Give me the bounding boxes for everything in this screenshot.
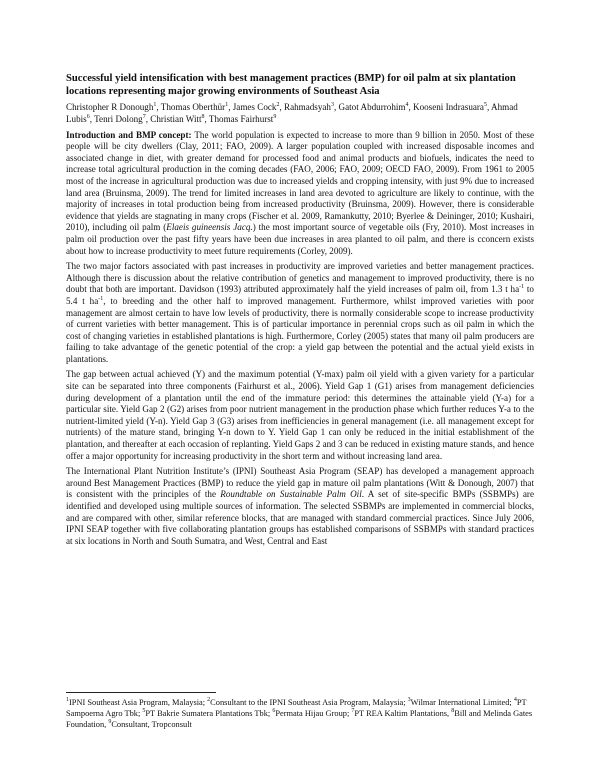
paper-body [66, 72, 534, 551]
author: Rahmadsyah$^3$ [284, 101, 334, 112]
author: Thomas Oberthür$^1$ [160, 101, 229, 112]
author: Christian Witt$^8$ [150, 113, 205, 124]
author: Tenri Dolong$^7$ [94, 113, 146, 124]
paragraph-introduction: Introduction and BMP concept: The world population is expected to increase to more than 9 billion in 2050. Most of these people will be city dwellers (Clay, 2011; FAO, 2009). A larger population coupled with increased disposable incomes and associated change in diet, with greater demand for processed food and animal products and biofuels, indicates the need to increase total agricultural production in the coming decades (FAO, 2006; FAO, 2009; OECD FAO, 2009). From 1961 to 2005 most of the increase in agricultural production was due to increased yields and cropping intensity, with just 9% due to increased land area (Bruinsma, 2009). The trend for limited increases in land area devoted to agriculture are likely to continue, with the majority of increases in total production being from increased productivity (Bruinsma, 2009). However, there is considerable evidence that yields are stagnating in many crops (Fischer et al. 2009, Ramankutty, 2010; Byerlee & Deininger, 2010; Kushairi, 2010), including oil palm (Elaeis guineensis Jacq.) the most important source of vegetable oils (Fry, 2010). Most increases in palm oil production over the past fifty years have been due increases in area planted to oil palm, and there is cconcern exists about how to increase productivity to meet future requirements (Corley, 2009). [66, 129, 535, 256]
footnotes: $^1$IPNI Southeast Asia Program, Malaysia; $^2$Consultant to the IPNI Southeast Asia Program, Malaysia; $^3$Wilmar International Limited; $^4$PT Sampoerna Agro Tbk; $^5$PT Bakrie Sumatera Plantations Tbk; $^6$Permata Hijau Group; $^7$PT REA Kaltim Plantations, $^8$Bill and Melinda Gates Foundation, $^9$Consultant, Tropconsult [66, 697, 533, 729]
rspo-name: Roundtable on Sustainable Palm Oil [220, 489, 362, 500]
section-heading: Introduction and BMP concept: [66, 129, 192, 140]
author: Kooseni Indrasuara$^5$ [413, 101, 487, 112]
paragraph-yield-gap: The gap between actual achieved (Y) and the maximum potential (Y-max) palm oil yield with a given variety for a particular site can be separated into three components (Fairhurst et al., 2006). Yield Gap 1 (G1) arises from management deficiencies during development of a plantation until the end of the immature period: this determines the attainable yield (Y-a) for a particular site. Yield Gap 2 (G2) arises from poor nutrient management in the production phase which further reduces Y-a to the nutrient-limited yield (Y-n). Yield Gap 3 (G3) arises from inefficiencies in general management (i.e. all management except for nutrients) of the mature stand, bringing Y-n down to Y. Yield Gap 1 can only be reduced in the initial establishment of the plantation, and thereafter at each occasion of replanting. Yield Gaps 2 and 3 can be reduced in existing mature stands, and hence offer a major opportunity for increasing productivity in the short term and without increasing land area. [66, 369, 534, 461]
author: Ahmad Lubis$^6$ [66, 102, 518, 124]
paragraph-ipni-seap: The International Plant Nutrition Institute’s (IPNI) Southeast Asia Program (SEAP) has developed a management approach around Best Management Practices (BMP) to reduce the yield gap in mature oil palm plantations (Witt & Donough, 2007) that is consistent with the principles of the Roundtable on Sustainable Palm Oil. A set of site-specific BMPs (SSBMPs) are identified and developed using multiple sources of information. The selected SSBMPs are implemented in commercial blocks, and are compared with other, similar reference blocks, that are managed with standard commercial practices. Since July 2006, IPNI SEAP together with five collaborating plantation groups has established comparisons of SSBMPs with standard practices at six locations in North and South Sumatra, and West, Central and East [66, 466, 534, 546]
author: Thomas Fairhurst$^9$ [208, 113, 277, 124]
footnote-divider [66, 692, 216, 693]
author: James Cock$^2$ [232, 101, 280, 112]
author: Christopher R Donough$^1$ [66, 101, 157, 112]
paragraph-factors: The two major factors associated with past increases in productivity are improved varieties and better management practices. Although there is discussion about the relative contribution of genetics and management to improved productivity, there is no doubt that both are important. Davidson (1993) attributed approximately half the yield increases of palm oil, from 1.3 t $ha^{-1}$ to 5.4 t $ha^{-1}$, to breeding and the other half to improved management. Furthermore, whilst improved varieties with poor management are almost certain to have low levels of productivity, there is normally considerable scope to increase productivity of current varieties with better management. This is of particular importance in perennial crops such as oil palm in which the cost of changing varieties in established plantations is high. Furthermore, Corley (2005) states that many oil palm producers are failing to take advantage of the genetic potential of the crop: a yield gap between the potential and the actual yield exists in plantations. [66, 261, 534, 364]
species-name: Elaeis guineensis Jacq. [166, 222, 253, 233]
author: Gatot Abdurrohim$^4$ [338, 101, 409, 112]
author-list: Christopher R Donough$^1$, Thomas Oberthür$^1$, James Cock$^2$, Rahmadsyah$^3$, Gatot Abdurrohim$^4$, Kooseni Indrasuara$^5$, Ahmad Lubis$^6$, Tenri Dolong$^7$, Christian Witt$^8$, Thomas Fairhurst$^9$ [66, 101, 518, 124]
paper-title: Successful yield intensification with best management practices (BMP) for oil palm at six plantation locations representing major growing environments of Southeast Asia [66, 73, 516, 97]
